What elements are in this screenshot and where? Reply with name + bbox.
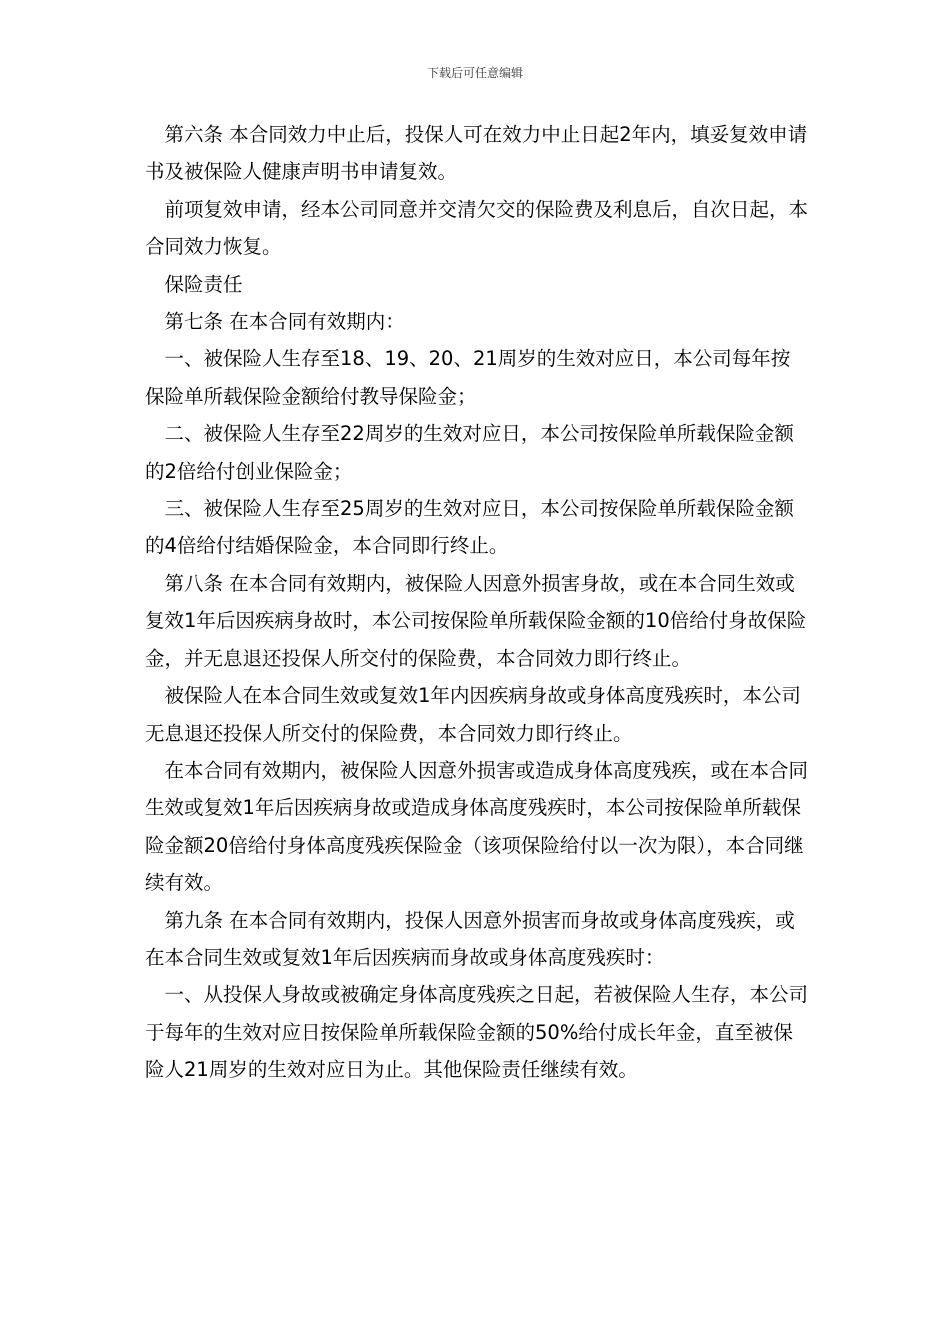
document-body xyxy=(145,116,809,1089)
page-header: 下载后可任意编辑 xyxy=(426,66,523,80)
paragraph: 前项复效申请，经本公司同意并交清欠交的保险费及利息后，自次日起，本合同效力恢复。 xyxy=(145,197,809,259)
paragraph: 第九条 在本合同有效期内，投保人因意外损害而身故或身体高度残疾，或在本合同生效或复效1年后因疾病而身故或身体高度残疾时： xyxy=(145,908,795,969)
paragraph: 三、被保险人生存至25周岁的生效对应日，本公司按保险单所载保险金额的4倍给付结婚保险金，本合同即行终止。 xyxy=(145,497,794,558)
paragraph: 第八条 在本合同有效期内，被保险人因意外损害身故，或在本合同生效或复效1年后因疾病身故时，本公司按保险单所载保险金额的10倍给付身故保险金，并无息退还投保人所交付的保险费，本合同效力即行终止。 xyxy=(145,571,807,670)
paragraph: 二、被保险人生存至22周岁的生效对应日，本公司按保险单所载保险金额的2倍给付创业保险金； xyxy=(145,422,794,483)
paragraph: 被保险人在本合同生效或复效1年内因疾病身故或身体高度残疾时，本公司无息退还投保人所交付的保险费，本合同效力即行终止。 xyxy=(145,684,801,745)
paragraph: 一、从投保人身故或被确定身体高度残疾之日起，若被保险人生存，本公司于每年的生效对应日按保险单所载保险金额的50%给付成长年金，直至被保险人21周岁的生效对应日为止。其他保险责任继续有效。 xyxy=(145,983,809,1082)
paragraph: 在本合同有效期内，被保险人因意外损害或造成身体高度残疾，或在本合同生效或复效1年后因疾病身故或造成身体高度残疾时，本公司按保险单所载保险金额20倍给付身体高度残疾保险金（该项保险给付以一次为限），本合同继续有效。 xyxy=(145,758,809,895)
paragraph: 一、被保险人生存至18、19、20、21周岁的生效对应日，本公司每年按保险单所载保险金额给付教导保险金； xyxy=(145,347,791,408)
paragraph: 第六条 本合同效力中止后，投保人可在效力中止日起2年内，填妥复效申请书及被保险人健康声明书申请复效。 xyxy=(145,123,808,184)
section-heading: 保险责任 xyxy=(145,272,243,296)
paragraph: 第七条 在本合同有效期内： xyxy=(145,310,405,334)
